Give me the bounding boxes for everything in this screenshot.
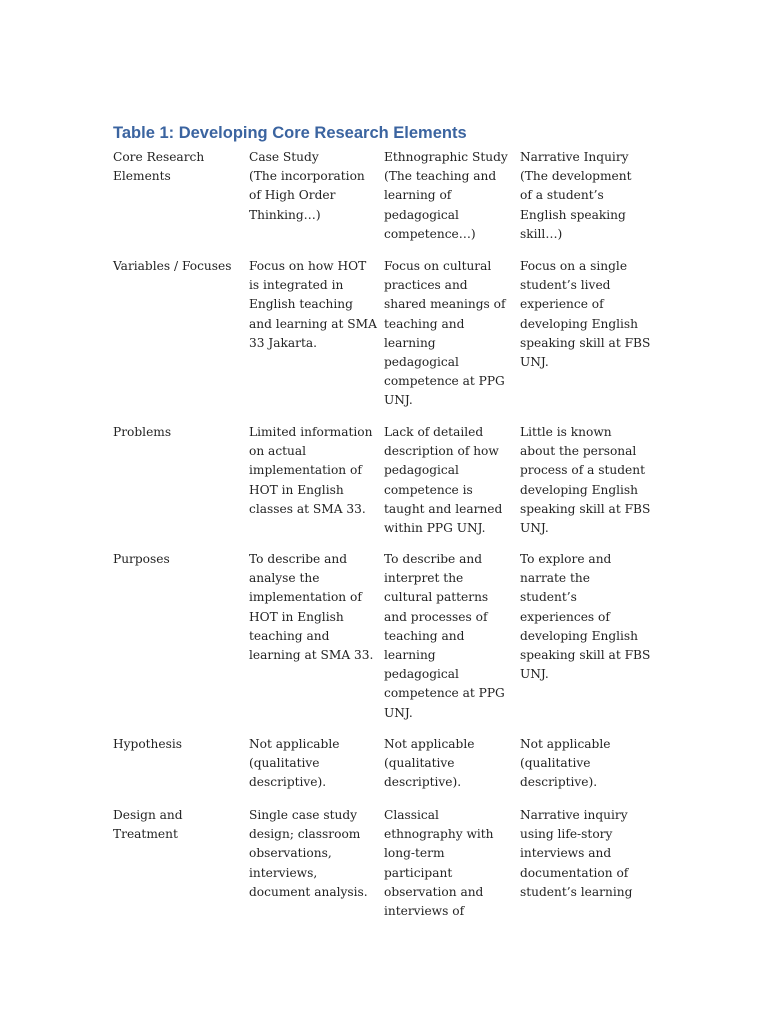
purposes-narrative-inquiry-cell <box>520 550 650 684</box>
cell-text-line: Thinking…) <box>249 207 321 222</box>
cell-text-line: English teaching <box>249 297 353 312</box>
cell-text-line: Treatment <box>113 827 178 842</box>
cell-text-line: speaking skill at FBS <box>520 648 651 663</box>
cell-text-line: descriptive). <box>249 775 327 790</box>
cell-text-line: Classical <box>384 808 439 822</box>
purposes-element-cell <box>113 550 170 569</box>
cell-text-line: document analysis. <box>249 884 368 899</box>
cell-text-line: Ethnographic Study <box>384 150 508 164</box>
cell-text-line: Lack of detailed <box>384 425 484 439</box>
cell-text-line: shared meanings of <box>384 297 506 312</box>
cell-text-line: Variables / Focuses <box>113 259 232 273</box>
cell-text-line: learning of <box>384 188 452 203</box>
hypothesis-narrative-inquiry-cell <box>520 735 610 793</box>
problems-element-cell <box>113 423 171 442</box>
hypothesis-ethnographic-study-cell <box>384 735 474 793</box>
cell-text-line: learning <box>384 648 436 663</box>
cell-text-line: (qualitative <box>520 756 591 771</box>
cell-text-line: Design and <box>113 808 183 822</box>
cell-text-line: UNJ. <box>520 667 549 682</box>
header-element-cell <box>113 148 204 186</box>
cell-text-line: UNJ. <box>384 705 413 720</box>
cell-text-line: developing English <box>520 628 639 643</box>
cell-text-line: UNJ. <box>520 355 549 370</box>
design-treatment-narrative-inquiry-cell <box>520 806 632 902</box>
cell-text-line: Not applicable <box>384 737 475 751</box>
cell-text-line: To explore and <box>520 552 612 566</box>
cell-text-line: student’s lived <box>520 278 611 293</box>
cell-text-line: using life-story <box>520 827 613 842</box>
cell-text-line: student’s <box>520 590 577 605</box>
cell-text-line: Little is known <box>520 425 612 439</box>
cell-text-line: skill…) <box>520 226 563 241</box>
problems-narrative-inquiry-cell <box>520 423 650 538</box>
cell-text-line: Focus on a single <box>520 259 628 273</box>
hypothesis-element-cell <box>113 735 182 754</box>
cell-text-line: interviews, <box>249 865 318 880</box>
cell-text-line: English speaking <box>520 207 626 222</box>
cell-text-line: (The teaching and <box>384 169 497 184</box>
cell-text-line: ethnography with <box>384 827 494 842</box>
cell-text-line: on actual <box>249 444 307 459</box>
cell-text-line: UNJ. <box>384 393 413 408</box>
variables-focuses-ethnographic-study-cell <box>384 257 506 411</box>
cell-text-line: interviews and <box>520 846 612 861</box>
cell-text-line: cultural patterns <box>384 590 489 605</box>
cell-text-line: To describe and <box>249 552 348 566</box>
cell-text-line: practices and <box>384 278 468 293</box>
cell-text-line: experience of <box>520 297 604 312</box>
variables-focuses-element-cell <box>113 257 231 276</box>
cell-text-line: teaching and <box>384 316 465 331</box>
cell-text-line: Single case study <box>249 808 358 822</box>
cell-text-line: competence at PPG <box>384 686 505 701</box>
cell-text-line: observation and <box>384 884 484 899</box>
cell-text-line: analyse the <box>249 571 320 586</box>
cell-text-line: is integrated in <box>249 278 344 293</box>
cell-text-line: of High Order <box>249 188 336 203</box>
cell-text-line: teaching and <box>384 628 465 643</box>
cell-text-line: long-term <box>384 846 445 861</box>
header-case-study-cell <box>249 148 365 225</box>
cell-text-line: implementation of <box>249 590 362 605</box>
cell-text-line: Narrative Inquiry <box>520 150 629 164</box>
cell-text-line: design; classroom <box>249 827 361 842</box>
cell-text-line: Limited information <box>249 425 373 439</box>
cell-text-line: Core Research <box>113 150 205 164</box>
cell-text-line: (qualitative <box>249 756 320 771</box>
cell-text-line: speaking skill at FBS <box>520 501 651 516</box>
cell-text-line: learning at SMA 33. <box>249 648 374 663</box>
cell-text-line: (The incorporation <box>249 169 365 184</box>
cell-text-line: narrate the <box>520 571 590 586</box>
cell-text-line: speaking skill at FBS <box>520 335 651 350</box>
cell-text-line: Purposes <box>113 552 170 566</box>
cell-text-line: Narrative inquiry <box>520 808 628 822</box>
cell-text-line: about the personal <box>520 444 637 459</box>
cell-text-line: interviews of <box>384 904 465 919</box>
cell-text-line: competence…) <box>384 226 476 241</box>
variables-focuses-case-study-cell <box>249 257 377 353</box>
cell-text-line: interpret the <box>384 571 464 586</box>
cell-text-line: teaching and <box>249 628 330 643</box>
cell-text-line: pedagogical <box>384 667 459 682</box>
problems-ethnographic-study-cell <box>384 423 502 538</box>
cell-text-line: and processes of <box>384 609 488 624</box>
cell-text-line: competence at PPG <box>384 374 505 389</box>
cell-text-line: experiences of <box>520 609 610 624</box>
cell-text-line: (The development <box>520 169 632 184</box>
cell-text-line: description of how <box>384 444 499 459</box>
cell-text-line: descriptive). <box>520 775 598 790</box>
cell-text-line: Case Study <box>249 150 319 164</box>
cell-text-line: observations, <box>249 846 332 861</box>
cell-text-line: process of a student <box>520 463 646 478</box>
cell-text-line: developing English <box>520 482 639 497</box>
cell-text-line: Not applicable <box>520 737 611 751</box>
cell-text-line: Problems <box>113 425 172 439</box>
cell-text-line: participant <box>384 865 453 880</box>
cell-text-line: pedagogical <box>384 463 459 478</box>
header-ethnographic-study-cell <box>384 148 508 244</box>
problems-case-study-cell <box>249 423 372 519</box>
cell-text-line: learning <box>384 335 436 350</box>
cell-text-line: Hypothesis <box>113 737 183 751</box>
cell-text-line: To describe and <box>384 552 483 566</box>
cell-text-line: within PPG UNJ. <box>384 521 486 536</box>
header-narrative-inquiry-cell <box>520 148 632 244</box>
cell-text-line: Focus on how HOT <box>249 259 367 273</box>
table-caption: Table 1: Developing Core Research Elements <box>113 124 467 142</box>
variables-focuses-narrative-inquiry-cell <box>520 257 650 372</box>
purposes-ethnographic-study-cell <box>384 550 505 723</box>
design-treatment-element-cell <box>113 806 183 844</box>
cell-text-line: HOT in English <box>249 609 344 624</box>
design-treatment-case-study-cell <box>249 806 368 902</box>
hypothesis-case-study-cell <box>249 735 339 793</box>
design-treatment-ethnographic-study-cell <box>384 806 494 921</box>
cell-text-line: HOT in English <box>249 482 344 497</box>
cell-text-line: documentation of <box>520 865 629 880</box>
cell-text-line: taught and learned <box>384 501 503 516</box>
purposes-case-study-cell <box>249 550 373 665</box>
cell-text-line: of a student’s <box>520 188 604 203</box>
cell-text-line: student’s learning <box>520 884 633 899</box>
cell-text-line: competence is <box>384 482 473 497</box>
cell-text-line: descriptive). <box>384 775 462 790</box>
cell-text-line: Elements <box>113 169 171 184</box>
cell-text-line: pedagogical <box>384 207 459 222</box>
cell-text-line: and learning at SMA <box>249 316 377 331</box>
cell-text-line: (qualitative <box>384 756 455 771</box>
cell-text-line: classes at SMA 33. <box>249 501 366 516</box>
cell-text-line: implementation of <box>249 463 362 478</box>
cell-text-line: 33 Jakarta. <box>249 335 318 350</box>
cell-text-line: developing English <box>520 316 639 331</box>
cell-text-line: pedagogical <box>384 355 459 370</box>
cell-text-line: Not applicable <box>249 737 340 751</box>
cell-text-line: Focus on cultural <box>384 259 492 273</box>
cell-text-line: UNJ. <box>520 521 549 536</box>
